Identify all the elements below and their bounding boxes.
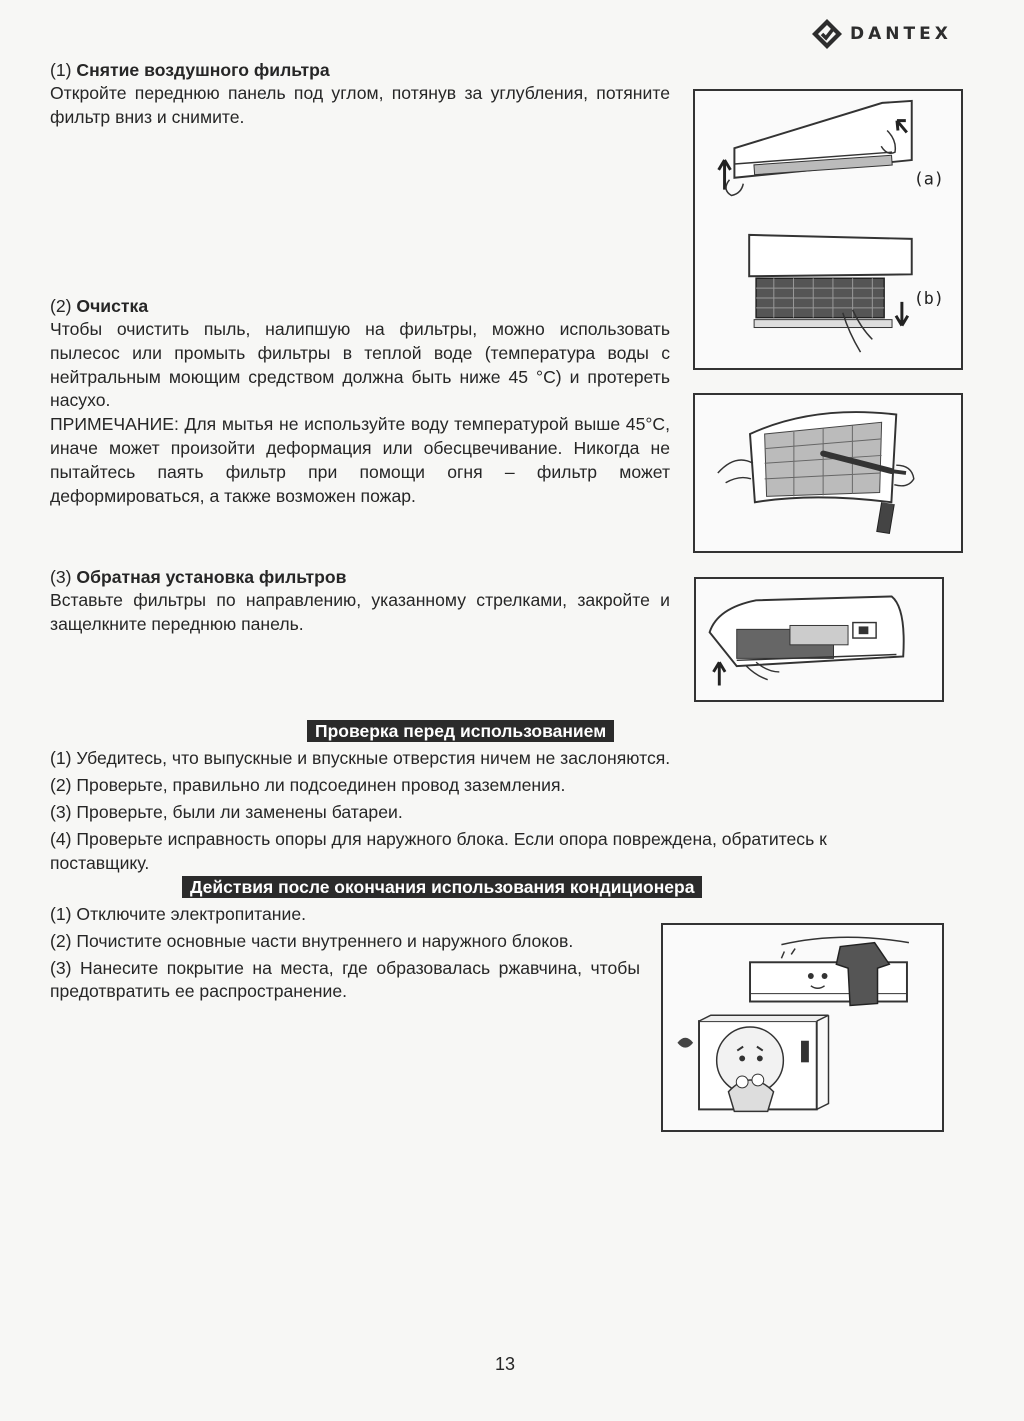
maintenance-cartoon-figure (661, 923, 944, 1132)
check-list (50, 746, 850, 878)
after-item-1: (1) Отключите электропитание. (50, 904, 307, 924)
filter-reinstall-figure (694, 577, 944, 702)
after-item-3: (3) Нанесите покрытие на места, где образовалась ржавчина, чтобы предотвратить ее распространение. (50, 957, 640, 1002)
step-1-title: Снятие воздушного фильтра (76, 60, 330, 80)
filter-reinstall-illustration (696, 579, 942, 700)
check-item-4: (4) Проверьте исправность опоры для наружного блока. Если опора повреждена, обратитесь к поставщику. (50, 829, 827, 873)
step-1-block (50, 58, 670, 130)
label-b: (b) (913, 287, 944, 308)
maintenance-cartoon-illustration (663, 925, 942, 1130)
dantex-logo-icon (810, 17, 844, 51)
brand-logo (810, 16, 952, 52)
step-3-text: Вставьте фильтры по направлению, указанному стрелками, закройте и защелкните переднюю панель. (50, 590, 670, 634)
filter-removal-illustration (695, 91, 961, 368)
check-item-3: (3) Проверьте, были ли заменены батареи. (50, 802, 403, 822)
step-3-heading: (3) Обратная установка фильтров (50, 567, 347, 587)
step-2-note: ПРИМЕЧАНИЕ: Для мытья не используйте воду температурой выше 45°C, иначе может произойти деформация или обесцвечивание. Никогда не пытайтесь паять фильтр при помощи огня – фильтр может деформироваться, а также возможен пожар. (50, 414, 670, 506)
step-1-text: Откройте переднюю панель под углом, потянув за углубления, потяните фильтр вниз и снимите. (50, 83, 670, 127)
step-2-title: Очистка (76, 296, 149, 316)
after-list (50, 903, 640, 1004)
after-section-title: Действия после окончания использования кондиционера (182, 876, 702, 898)
filter-cleaning-illustration (695, 395, 961, 551)
filter-cleaning-figure (693, 393, 963, 553)
brand-name: DANTEX (850, 24, 952, 44)
step-2-block (50, 294, 670, 508)
label-a: (a) (913, 168, 944, 189)
step-1-heading: (1) Снятие воздушного фильтра (50, 60, 330, 80)
check-item-1: (1) Убедитесь, что выпускные и впускные отверстия ничем не заслоняются. (50, 748, 671, 768)
step-3-block (50, 565, 670, 637)
filter-removal-figure (693, 89, 963, 370)
after-item-2: (2) Почистите основные части внутреннего и наружного блоков. (50, 930, 574, 951)
step-2-heading: (2) Очистка (50, 296, 149, 316)
step-2-text: Чтобы очистить пыль, налипшую на фильтры, можно использовать пылесос или промыть фильтры в теплой воде (температура воды с нейтральным моющим средством должна быть ниже 45 °C) и протереть насухо. (50, 319, 670, 411)
check-item-2: (2) Проверьте, правильно ли подсоединен провод заземления. (50, 775, 566, 795)
check-section-title: Проверка перед использованием (307, 720, 614, 742)
step-3-title: Обратная установка фильтров (76, 567, 347, 587)
page-number: 13 (494, 1354, 516, 1374)
